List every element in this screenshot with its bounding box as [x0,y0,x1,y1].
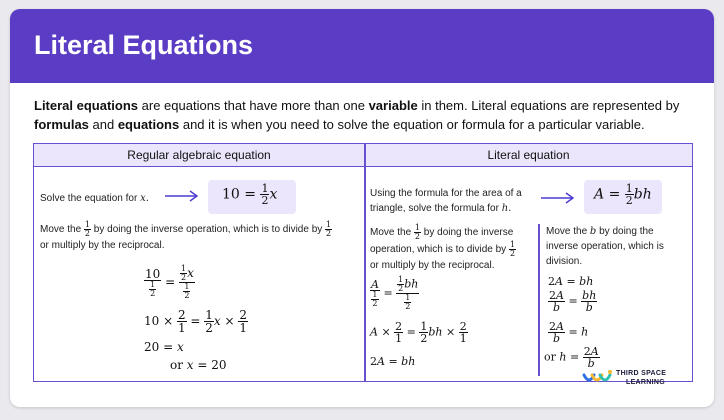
term-equations: equations [117,117,180,132]
step-reciprocal: 10 × $\frac{2}{1}$ = $\frac{1}{2}$ x × $\frac{2}{1}$ [144,308,248,335]
card [10,9,714,407]
comparison-table [33,143,693,382]
side-step-1: 2A = bh [548,275,594,288]
side-step-3: $\frac{2A}{b}$ = h [549,320,589,345]
side-step-2: $\frac{2A}{b}$ = $\frac{bh}{b}$ [549,289,597,314]
column-header-literal: Literal equation [487,148,570,162]
intro-paragraph [34,96,704,134]
table-header [34,144,692,167]
column-divider [364,144,366,381]
column-header-regular: Regular algebraic equation [127,148,271,162]
move-b-instruction: Move the b by doing the inverse operation, which is division. [546,226,664,267]
formula-instruction: Using the formula for the area of a triangle, solve the formula for h. [370,188,522,214]
move-instruction: Move the $\frac{1}{2}$ by doing the inverse operation, which is to divide by $\frac{1}{2}$ or multiply by the reciprocal. [40,220,332,251]
term-formulas: formulas [34,117,89,132]
step-result: 20 = x [144,340,184,354]
move-half-instruction: Move the $\frac{1}{2}$ by doing the inverse operation, which is to divide by $\frac{1}{2}$ or multiply by the reciprocal. [370,223,516,271]
intro-text: are equations that have more than one [138,98,369,113]
side-step-4: or h = $\frac{2A}{b}$ [544,345,599,370]
intro-text: in them. Literal equations are represented by [417,98,680,113]
solve-instruction: Solve the equation for x. [40,193,149,204]
literal-step-reciprocal: A × $\frac{2}{1}$ = $\frac{1}{2}$ bh × $\frac{2}{1}$ [370,320,467,345]
equation-literal: A = $\frac{1}{2}$ bh [594,182,652,207]
third-space-logo-icon [582,369,614,387]
arrow-right-icon [164,190,200,202]
sub-column-divider [538,224,540,376]
step-result-flipped: or x = 20 [170,358,227,372]
intro-text: and [88,117,118,132]
literal-step-divide: $\frac{A}{\frac{1}{2}}$ = $\frac{1}{2}$ bh $\frac{1}{2}$ [371,275,419,311]
term-literal-equations: Literal equations [34,98,139,113]
literal-step-result: 2A = bh [370,355,416,368]
equation-regular: 10 = $\frac{1}{2}$ x [222,182,278,207]
term-variable: variable [368,98,418,113]
step-divide: $\frac{10}{\frac{1}{2}}$ = $\frac{1}{2}$ x $\frac{1}{2}$ [145,264,194,300]
intro-text: and it is when you need to solve the equation or formula for a particular variable. [179,117,645,132]
arrow-right-icon [540,192,576,204]
brand-name: THIRD SPACE LEARNING [616,370,667,386]
header-banner [10,9,714,83]
page-title: Literal Equations [34,30,254,60]
